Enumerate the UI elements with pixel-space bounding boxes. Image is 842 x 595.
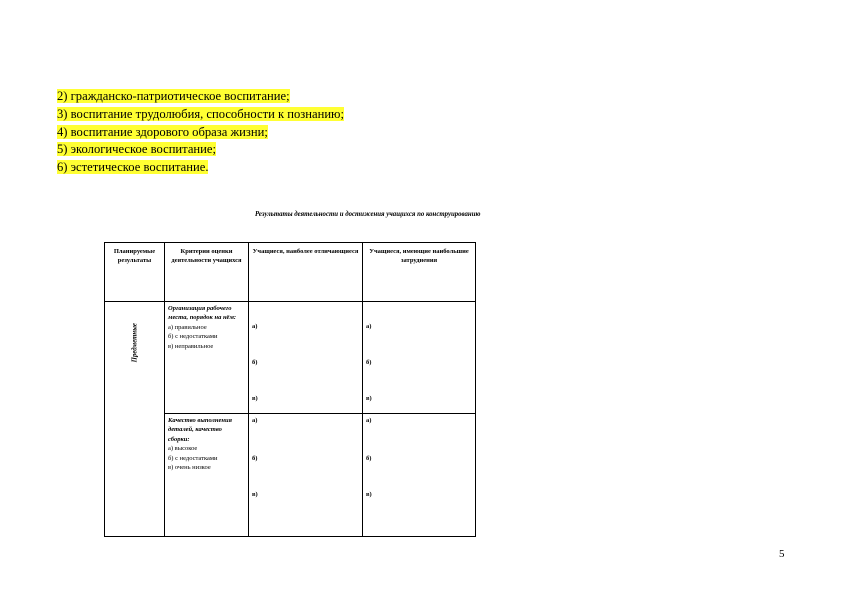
criteria-cell	[165, 302, 249, 414]
table-caption: Результаты деятельности и достижения учащихся по конструированию	[255, 211, 481, 218]
mark-v: в)	[366, 491, 372, 498]
mark-a: а)	[252, 323, 258, 330]
mark-v: в)	[366, 395, 372, 402]
mark-b: б)	[252, 455, 258, 462]
criteria-option: в) неправильное	[168, 342, 214, 350]
mark-b: б)	[252, 359, 258, 366]
list-item	[57, 124, 344, 142]
struggling-students-cell	[363, 414, 476, 537]
row-label-subject: Предметные	[130, 323, 138, 363]
list-item-text: 3) воспитание трудолюбия, способности к познанию;	[57, 106, 344, 121]
mark-v: в)	[252, 395, 258, 402]
best-students-cell	[249, 302, 363, 414]
header-struggling-students: Учащиеся, имеющие наибольшие затруднения	[363, 243, 476, 302]
mark-a: а)	[366, 323, 372, 330]
row-label-cell	[105, 302, 165, 537]
table-row	[105, 302, 476, 414]
mark-b: б)	[366, 359, 372, 366]
best-students-cell	[249, 414, 363, 537]
mark-v: в)	[252, 491, 258, 498]
mark-a: а)	[252, 417, 258, 424]
criteria-title: Качество выполнения деталей, качество сборки:	[168, 417, 232, 443]
list-item-text: 2) гражданско-патриотическое воспитание;	[57, 89, 290, 103]
criteria-option: б) с недостатками	[168, 454, 218, 462]
criteria-option: в) очень низкое	[168, 464, 211, 472]
criteria-option: а) высокое	[168, 445, 198, 453]
table-header-row	[105, 243, 476, 302]
list-item	[57, 141, 344, 159]
criteria-cell	[165, 414, 249, 537]
results-table	[104, 242, 476, 537]
upbringing-list	[57, 88, 344, 177]
list-item	[57, 88, 344, 106]
criteria-option: б) с недостатками	[168, 333, 218, 341]
header-best-students: Учащиеся, наиболее отличающиеся	[249, 243, 363, 302]
list-item	[57, 159, 344, 177]
criteria-option: а) правильное	[168, 323, 207, 331]
list-item-text: 6) эстетическое воспитание.	[57, 160, 209, 175]
mark-a: а)	[366, 417, 372, 424]
header-planned-results: Планируемые результаты	[105, 243, 165, 302]
criteria-title: Организация рабочего места, порядок на нём:	[168, 305, 237, 322]
struggling-students-cell	[363, 302, 476, 414]
list-item	[57, 106, 344, 124]
list-item-text: 5) экологическое воспитание;	[57, 142, 216, 157]
mark-b: б)	[366, 455, 372, 462]
page-number: 5	[779, 548, 785, 560]
list-item-text: 4) воспитание здорового образа жизни;	[57, 124, 268, 139]
header-criteria: Критерии оценки деятельности учащихся	[165, 243, 249, 302]
